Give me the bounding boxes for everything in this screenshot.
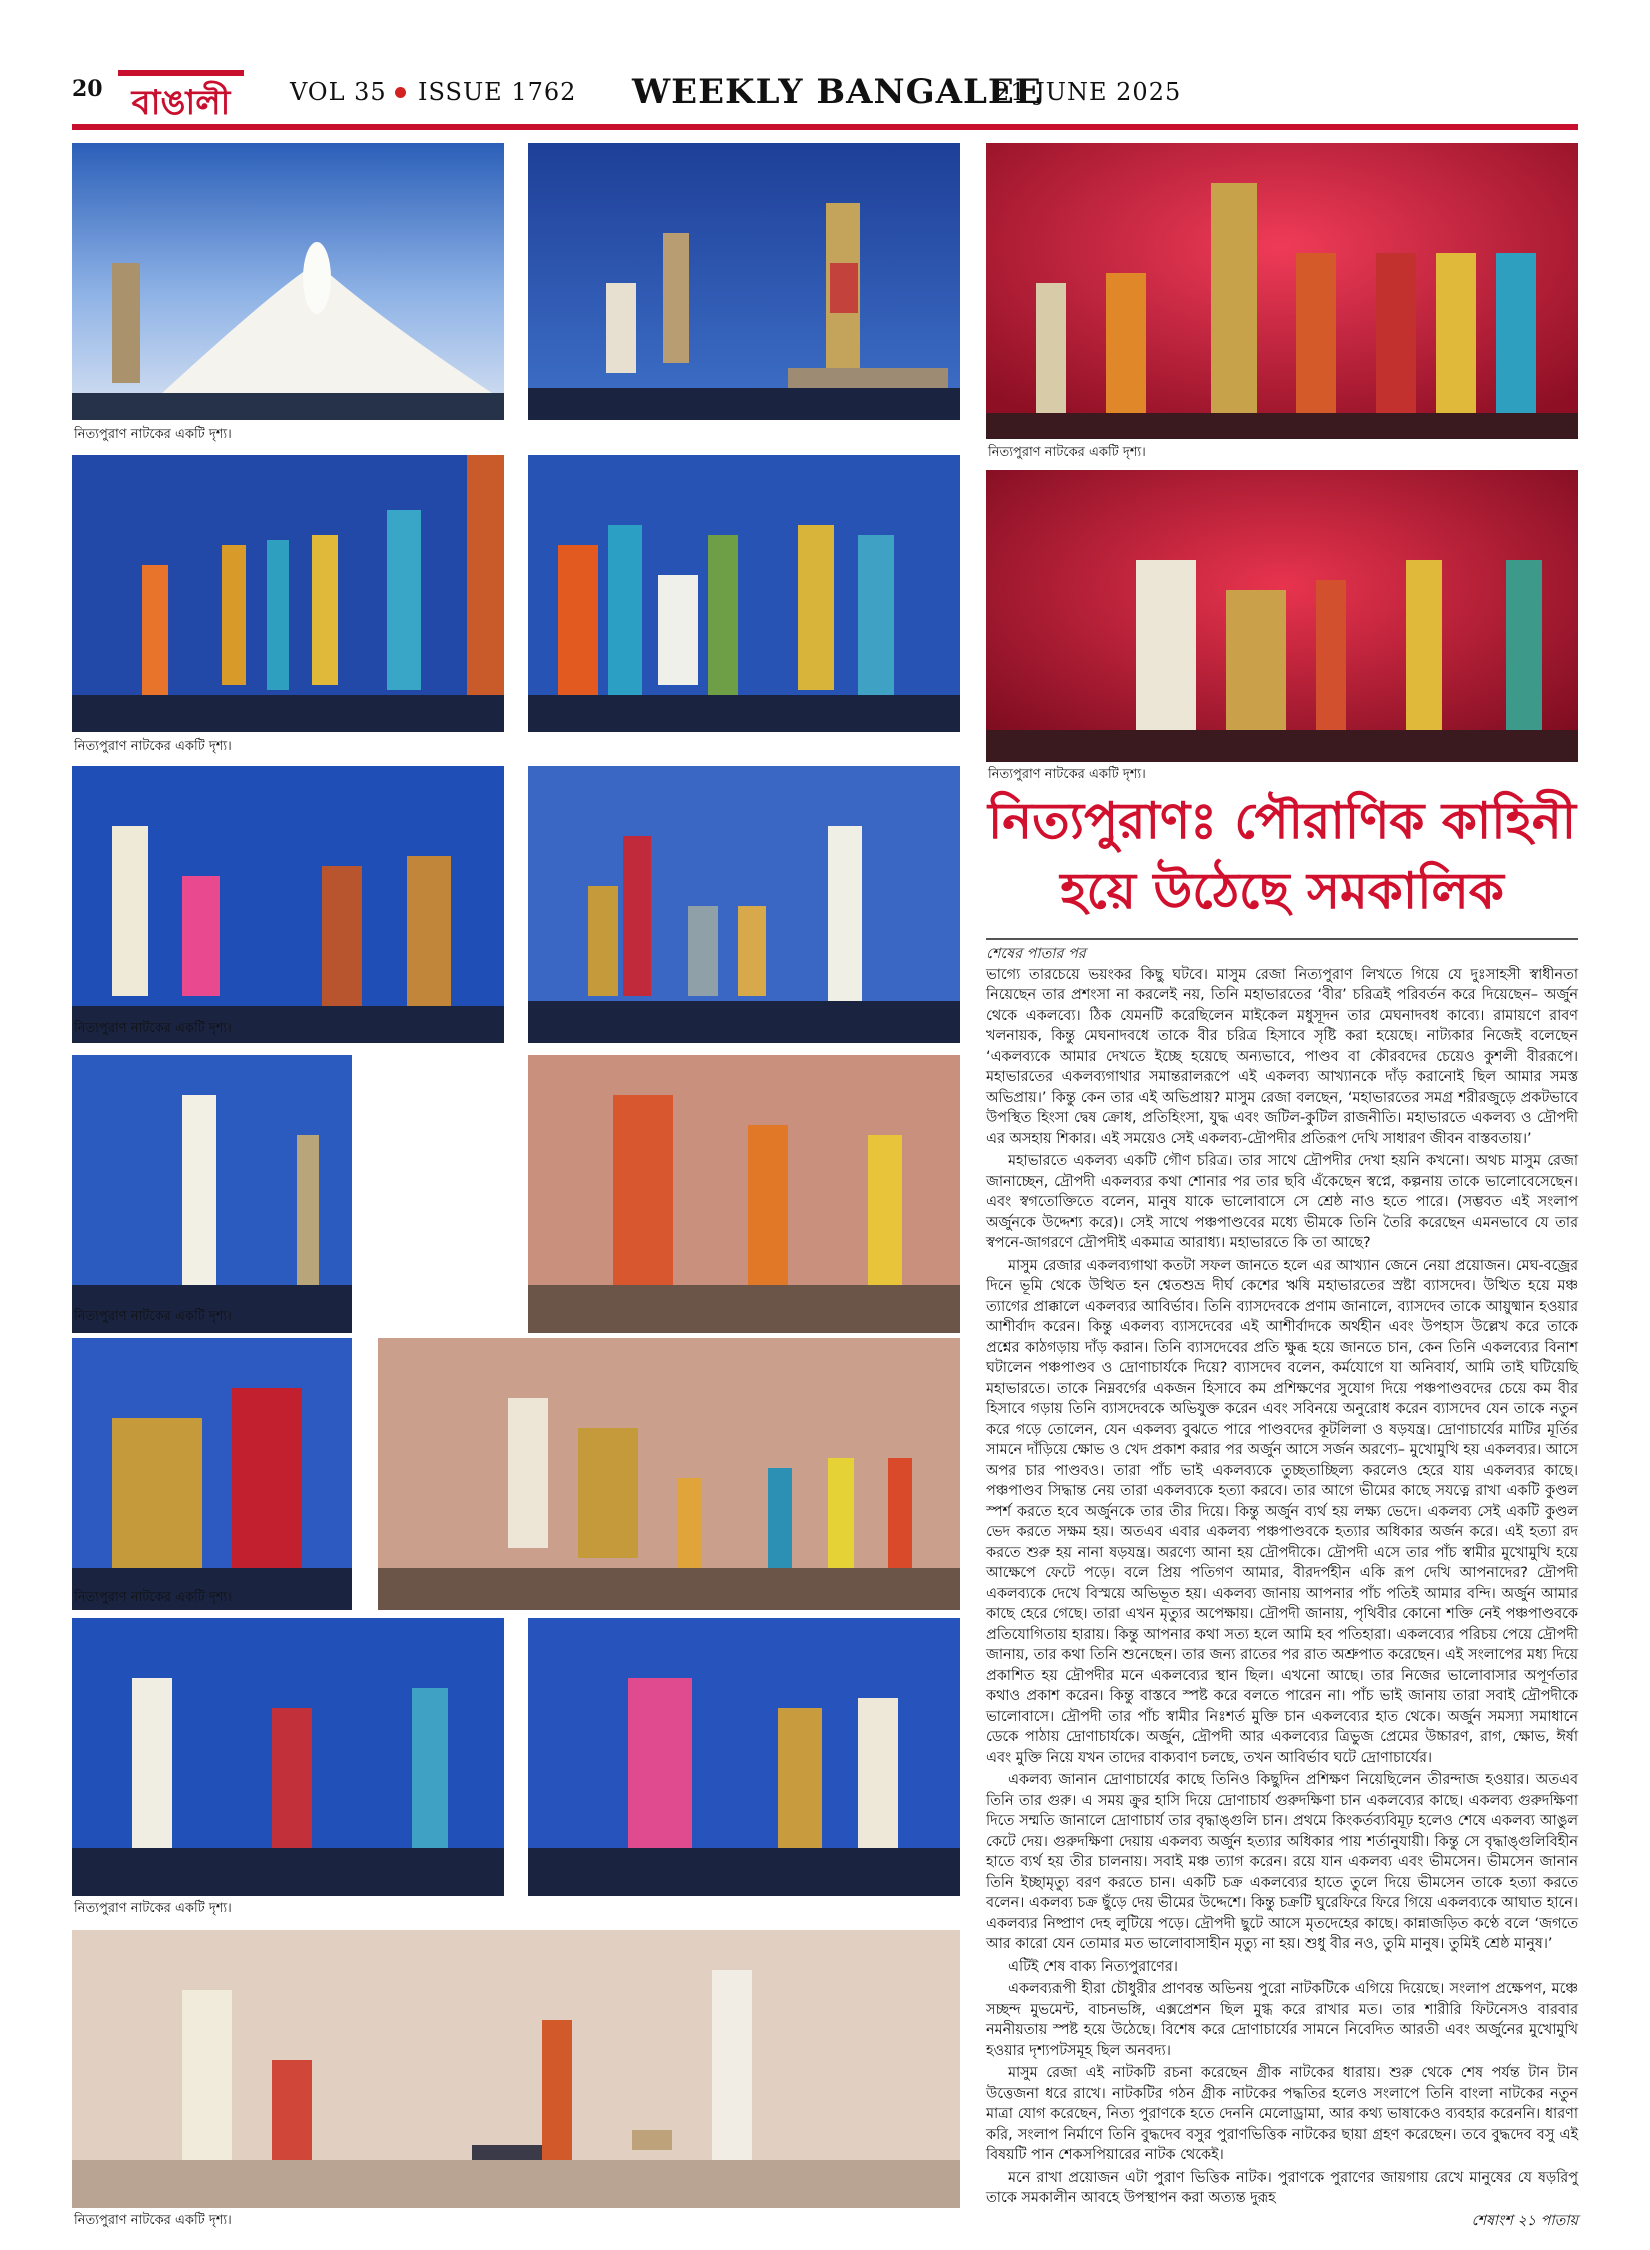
stage-photo [528,766,960,1043]
photo-caption: নিত্যপুরাণ নাটকের একটি দৃশ্য। [74,2213,232,2228]
photo-caption: নিত্যপুরাণ নাটকের একটি দৃশ্য। [74,739,232,754]
photo-caption: নিত্যপুরাণ নাটকের একটি দৃশ্য। [988,445,1146,460]
article-body [986,944,1578,2229]
headline-rule [986,938,1578,940]
photo-caption: নিত্যপুরাণ নাটকের একটি দৃশ্য। [74,1021,232,1036]
logo-wordmark: বাঙালী [131,83,231,123]
page-number: 20 [72,76,103,102]
stage-photo [986,470,1578,762]
stage-photo [72,766,504,1043]
article-paragraph: একলব্য জানান দ্রোণাচার্যের কাছে তিনিও কিছুদিন প্রশিক্ষণ নিয়েছিলেন তীরন্দাজ হওয়ার। অতএব তিনি তার গুরু। এ সময় ক্রুর হাসি দিয়ে দ্রোণাচার্য গুরুদক্ষিণা চান একলব্যের কাছে। একলব্য গুরুদক্ষিণা দিতে সম্মতি জানালে দ্রোণাচার্য তার বৃদ্ধাঙ্গুলি চান। প্রথমে কিংকর্তব্যবিমূঢ় হলেও শেষে একলব্য আঙুল কেটে দেয়। গুরুদক্ষিণা দেয়ায় একলব্য অর্জুন হত্যার অধিকার পায় শর্তানুযায়ী। কিন্তু সে বৃদ্ধাঙ্গুলিবিহীন হাতে ব্যর্থ হয় তীর চালনায়। সবাই মঞ্চ ত্যাগ করেন। রয়ে যান একলব্য এবং ভীমসেন। ভীমসেন জানান তিনি ইচ্ছামৃত্যু বরণ করতে চান। একটি চক্র একলব্যের হাতে তুলে দিয়ে ভীমসেন তাকে হত্যা করতে বলেন। একলব্য চক্র ছুঁড়ে দেয় ভীমের উদ্দেশে। কিন্তু চক্রটি ঘুরেফিরে ফিরে গিয়ে একলব্যকে আঘাত হানে। একলব্যর নিষ্প্রাণ দেহ লুটিয়ে পড়ে। দ্রৌপদী ছুটে আসে মৃতদেহের কাছে। কান্নাজড়িত কণ্ঠে বলে ‘জগতে আর কারো যেন তোমার মত ভালোবাসাহীন মৃত্যু না হয়। শুধু বীর নও, তুমি মানুষ। তুমিই শ্রেষ্ঠ মানুষ।’ [986,1772,1578,1952]
stage-photo [528,1618,960,1896]
stage-photo [72,1338,352,1610]
article-paragraph: মনে রাখা প্রয়োজন এটা পুরাণ ভিত্তিক নাটক। পুরাণকে পুরাণের জায়গায় রেখে মানুষের যে ষড়রিপু তাকে সমকালীন আবহে উপস্থাপন করা অত্যন্ত দুরূহ [986,2169,1578,2206]
photo-caption: নিত্যপুরাণ নাটকের একটি দৃশ্য। [74,1590,232,1605]
header-rule [72,124,1578,130]
headline-line: হয়ে উঠেছে সমকালিক [1060,862,1504,920]
stage-photo [72,1930,960,2208]
photo-caption: নিত্যপুরাণ নাটকের একটি দৃশ্য। [74,427,232,442]
stage-photo [528,1055,960,1333]
article-paragraph: মাসুম রেজা এই নাটকটি রচনা করেছেন গ্রীক নাটকের ধারায়। শুরু থেকে শেষ পর্যন্ত টান টান উত্তেজনা ধরে রাখে। নাটকটির গঠন গ্রীক নাটকের পদ্ধতির হলেও সংলাপে তিনি বাংলা নাটকের নতুন মাত্রা যোগ করেছেন, নিত্য পুরাণকে হতে দেননি মেলোড্রামা, আর কথ্য ভাষাকেও ব্যবহার করেননি। ধারণা করি, সংলাপ নির্মাণে তিনি বুদ্ধদেব বসুর পুরাণভিত্তিক নাটকের ছায়া গ্রহণ করেছেন। তবে বুদ্ধদেব বসু এই বিষয়টি পান শেকসপিয়ারের নাটক থেকেই। [986,2065,1578,2163]
stage-photo [72,143,504,420]
continued-from: শেষের পাতার পর [986,946,1086,962]
article-paragraph: এটিই শেষ বাক্য নিত্যপুরাণের। [1008,1958,1178,1975]
article-headline [986,786,1578,926]
masthead [72,70,1578,126]
stage-photo [528,455,960,732]
photo-caption: নিত্যপুরাণ নাটকের একটি দৃশ্য। [74,1309,232,1324]
stage-photo [72,455,504,732]
photo-caption: নিত্যপুরাণ নাটকের একটি দৃশ্য। [988,767,1146,782]
stage-photo [986,143,1578,439]
stage-photo [72,1055,352,1333]
publication-title: WEEKLY BANGALEE [632,72,1042,112]
stage-photo [72,1618,504,1896]
photo-caption: নিত্যপুরাণ নাটকের একটি দৃশ্য। [74,1901,232,1916]
stage-photo [528,143,960,420]
article-paragraph: মাসুম রেজার একলব্যগাথা কতটা সফল জানতে হলে এর আখ্যান জেনে নেয়া প্রয়োজন। মেঘ-বজ্রের দিনে ভূমি থেকে উত্থিত হন শ্বেতশুভ্র দীর্ঘ কেশের ঋষি মহাভারতের স্রষ্টা ব্যাসদেব। উত্থিত হয়ে মঞ্চ ত্যাগের প্রাক্কালে একলব্যর আবির্ভাব। তিনি ব্যাসদেবকে প্রণাম জানালে, ব্যাসদেব তাকে আয়ুষ্মান হওয়ার আশীর্বাদ করেন। কিন্তু একলব্য ব্যাসদেবের এই আশীর্বাদকে অর্থহীন এবং উপহাস উল্লেখ করে তাকে প্রশ্নের কাঠগড়ায় দাঁড় করান। তিনি ব্যাসদেবের প্রতি ক্ষুব্ধ হয়ে জানতে চান, কেন তিনি একলব্যের বিনাশ ঘটালেন পঞ্চপাণ্ডব ও দ্রোণাচার্যকে দিয়ে? ব্যাসদেব বলেন, কর্মযোগে যা অনিবার্য, আমি তাই ঘটিয়েছি মহাভারতে। তাকে নিম্নবর্গের একজন হিসাবে কম প্রশিক্ষণের সুযোগ দিয়ে পঞ্চপাণ্ডবদের চেয়ে কম বীর হিসাবে গড়ায় তিনি ব্যাসদেবকে অভিযুক্ত করেন এবং সবিনয়ে অনুরোধ করেন ব্যাসদেব যেন তাকে নতুন করে গড়ে তোলেন, যেন একলব্য বুঝতে পারে পাণ্ডবদের কূটলিলা ও ষড়যন্ত্র। দ্রোণাচার্যের মাটির মূর্তির সামনে দাঁড়িয়ে ক্ষোভ ও খেদ প্রকাশ করার পর অর্জুন আসে সর্জন অরণ্যে– মুখোমুখি হয় একলব্যর। আসে অপর চার পাণ্ডবও। তারা পাঁচ ভাই একলব্যকে তুচ্ছতাচ্ছিল্য করলেও হেরে যায় একলব্যর কাছে। পঞ্চপাণ্ডব সিদ্ধান্ত নেয় তারা একলব্যকে হত্যা করবে। তার আগে ভীমের কাছে সযত্নে রাখা একটি কুণ্ডল স্পর্শ করতে হবে অর্জুনকে তার তীর দিয়ে। কিন্তু অর্জুন ব্যর্থ হয় লক্ষ্য ভেদে। একলব্য সেই একটি কুণ্ডল ভেদ করতে সক্ষম হয়। অতএব এবার একলব্য পঞ্চপাণ্ডবকে হত্যার অধিকার অর্জন করে। এই হত্যা রদ করতে শুরু হয় নানা ষড়যন্ত্র। অরণ্যে আনা হয় দ্রৌপদীকে। দ্রৌপদী এসে তার পাঁচ স্বামীর মুখোমুখি হয়ে আক্ষেপে ফেটে পড়ে। বলে প্রিয় পতিগণ আমার, বীরদর্পহীন একি রূপ দেখি আপনাদের? দ্রৌপদী একলব্যকে দেখে বিস্ময়ে অভিভূত হয়। একলব্য জানায় আপনার পাঁচ পতিই আমার বন্দি। অর্জুন আমার কাছে হেরে গেছে। তারা এখন মৃত্যুর অপেক্ষায়। দ্রৌপদী জানায়, পৃথিবীর কোনো শক্তি নেই পঞ্চপাণ্ডবকে প্রতিযোগিতায় হারায়। কিন্তু আপনার কথা সত্য হলে আমি হব পতিহারা। একলব্যের পরিচয় পেয়ে দ্রৌপদী জানায়, তার কথা তিনি শুনেছেন। তার জন্য রাতের পর রাত অশ্রুপাত করেছেন। এই সংলাপের মধ্য দিয়ে প্রকাশিত হয় দ্রৌপদীর মনে একলব্যের স্থান ছিল। এখনো আছে। তার নিজের ভালোবাসার অপূর্ণতার কথাও প্রকাশ করেন। কিন্তু বাস্তবে স্পষ্ট করে বলতে পারেন না। পাঁচ ভাই জানায় তারা সবাই দ্রৌপদীকে ভালোবাসে। দ্রৌপদী তার পাঁচ স্বামীর নিঃশর্ত মুক্তি চান একলব্যের হাত থেকে। অর্জুন সমস্যা সমাধানে ডেকে পাঠায় দ্রোণাচার্যকে। অর্জুন, দ্রৌপদী আর একলব্যের ত্রিভুজ প্রেমের উচ্চারণ, রাগ, ক্ষোভ, ঈর্ষা এবং মুক্তি নিয়ে যখন তাদের বাক্যবাণ চলছে, তখন আবির্ভাব ঘটে দ্রোণাচার্যের। [986,1257,1578,1766]
publication-logo [116,66,246,122]
bullet-dot [395,87,406,98]
article-paragraph: একলব্যরূপী হীরা চৌধুরীর প্রাণবন্ত অভিনয় পুরো নাটকটিকে এগিয়ে দিয়েছে। সংলাপ প্রক্ষেপণ, মঞ্চে সচ্ছন্দ মুভমেন্ট, বাচনভঙ্গি, এক্সপ্রেশন ছিল মুগ্ধ করে রাখার মত। তার শারীরি ফিটনেসও বারবার নমনীয়তায় স্পষ্ট হয়ে উঠেছে। বিশেষ করে দ্রোণাচার্যের সামনে নিবেদিত আরতী এবং অর্জুনের মুখোমুখি হওয়ার দৃশ্যপটসমূহ ছিল অনবদ্য। [986,1981,1578,2059]
volume-label: VOL 35 [290,78,387,106]
issue-date: 21 JUNE 2025 [994,78,1182,106]
article-paragraph: মহাভারতে একলব্য একটি গৌণ চরিত্র। তার সাথে দ্রৌপদীর দেখা হয়নি কখনো। অথচ মাসুম রেজা জানাচ্ছেন, দ্রৌপদী একলব্যর কথা শোনার পর তার ছবি এঁকেছেন স্বপ্নে, কল্পনায় তাকে ভালোবেসেছেন। এবং স্বগতোক্তিতে বলেন, মানুষ যাকে ভালোবাসে সে শ্রেষ্ঠ নাও হতে পারে। (সম্ভবত এই সংলাপ অর্জুনকে উদ্দেশ্য করে)। সেই সাথে পঞ্চপাণ্ডবের মধ্যে ভীমকে তিনি তৈরি করেছেন এমনভাবে যে তার স্বপনে-জাগরণে দ্রৌপদীই একমাত্র আরাধ্য। মহাভারতে কি তা আছে? [986,1153,1578,1251]
article-paragraph: ভাগ্যে তারচেয়ে ভয়ংকর কিছু ঘটবে। মাসুম রেজা নিত্যপুরাণ লিখতে গিয়ে যে দুঃসাহসী স্বাধীনতা নিয়েছেন তার প্রশংসা না করলেই নয়, তিনি মহাভারতের ‘বীর’ চরিত্রই পরিবর্তন করে দিয়েছেন– অর্জুন থেকে একলব্যে। ঠিক যেমনটি করেছিলেন মাইকেল মধুসূদন তার মেঘনাদবধ কাব্যে। রামায়ণে রাবণ খলনায়ক, কিন্তু মেঘনাদবধে তাকে বীর চরিত্র হিসাবে সৃষ্টি করা হয়েছে। নাট্যকার নিজেই বলেছেন ‘একলব্যকে আমার দেখতে ইচ্ছে হয়েছে অন্যভাবে, পাণ্ডব বা কৌরবদের চেয়েও কুশলী বীররূপে। মহাভারতের একলব্যগাথার সমান্তরালরূপে এই একলব্য আখ্যানকে দাঁড় করানোই ছিল আমার সমস্ত অভিপ্রায়।’ কিন্তু কেন তার এই অভিপ্রায়? মাসুম রেজা বলছেন, ‘মহাভারতের সমগ্র শরীরজুড়ে প্রকটভাবে উপস্থিত হিংসা দ্বেষ ক্রোধ, প্রতিহিংসা, যুদ্ধ এবং জটিল-কুটিল রাজনীতি। মহাভারতে একলব্য ও দ্রৌপদী এর অসহায় শিকার। এই সময়েও সেই একলব্য-দ্রৌপদীর প্রতিরূপ দেখি সাধারণ জীবন বাস্তবতায়।’ [986,966,1578,1147]
issue-label: ISSUE 1762 [418,78,577,106]
stage-photo [378,1338,960,1610]
continued-on: শেষাংশ ২১ পাতায় [1471,2212,1578,2229]
headline-line: নিত্যপুরাণঃ পৌরাণিক কাহিনী [987,792,1577,850]
